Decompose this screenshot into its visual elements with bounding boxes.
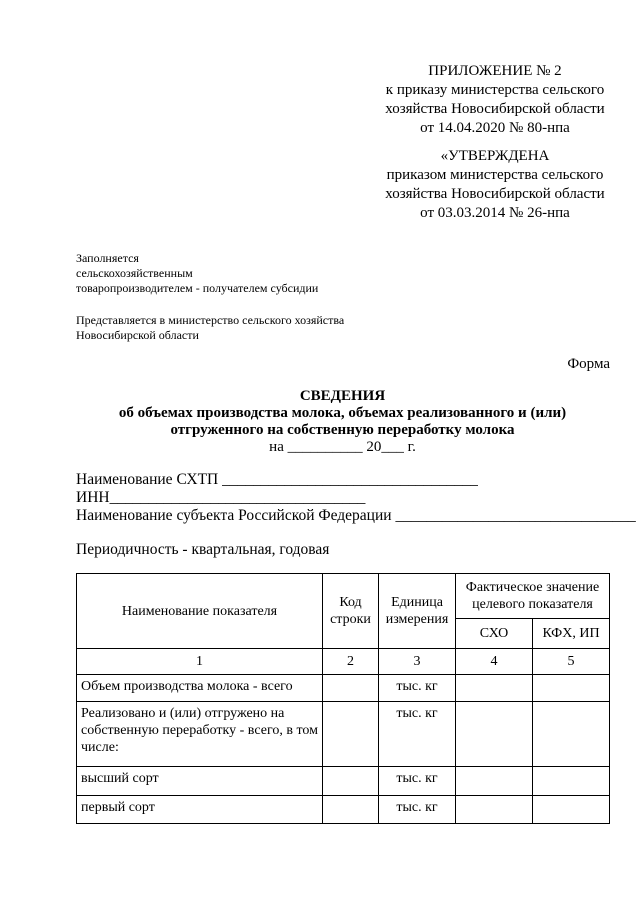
- form-label: Форма: [567, 356, 610, 372]
- row-code-cell[interactable]: [323, 796, 379, 824]
- row-indicator: Реализовано и (или) отгружено на собственную переработку - всего, в том числе:: [77, 702, 323, 767]
- column-number: 5: [533, 649, 610, 675]
- row-code-cell[interactable]: [323, 702, 379, 767]
- header-actual: Фактическое значение целевого показателя: [456, 574, 610, 619]
- field-org-name[interactable]: Наименование СХТП _________________________________: [76, 471, 478, 488]
- row-kfh-cell[interactable]: [533, 675, 610, 702]
- row-indicator: высший сорт: [77, 767, 323, 796]
- table-row: [77, 675, 610, 702]
- row-indicator: первый сорт: [77, 796, 323, 824]
- appendix-header: [370, 62, 620, 138]
- header-kfh: КФХ, ИП: [533, 619, 610, 649]
- table-row: [77, 767, 610, 796]
- approval-line: хозяйства Новосибирской области: [385, 186, 605, 202]
- header-unit: Единица измерения: [379, 574, 456, 649]
- note-line: сельскохозяйственным: [76, 266, 193, 280]
- row-unit: тыс. кг: [379, 767, 456, 796]
- column-number: 2: [323, 649, 379, 675]
- approval-date: от 03.03.2014 № 26-нпа: [420, 205, 570, 221]
- row-sho-cell[interactable]: [456, 675, 533, 702]
- column-number: 3: [379, 649, 456, 675]
- column-number: 4: [456, 649, 533, 675]
- approval-header: [370, 147, 620, 223]
- submit-note: [76, 313, 406, 343]
- title-heading: СВЕДЕНИЯ: [299, 388, 386, 404]
- note-line: Новосибирской области: [76, 328, 199, 342]
- title-line: отгруженного на собственную переработку молока: [170, 422, 515, 438]
- note-line: Представляется в министерство сельского хозяйства: [76, 313, 345, 327]
- table-number-row: [77, 649, 610, 675]
- approval-title: «УТВЕРЖДЕНА: [440, 148, 550, 164]
- approval-line: приказом министерства сельского: [386, 167, 604, 183]
- row-indicator: Объем производства молока - всего: [77, 675, 323, 702]
- row-kfh-cell[interactable]: [533, 702, 610, 767]
- header-sho: СХО: [456, 619, 533, 649]
- field-region[interactable]: Наименование субъекта Российской Федерации _______________________________: [76, 507, 636, 524]
- document-title: [60, 388, 625, 456]
- note-line: Заполняется: [76, 251, 139, 265]
- row-code-cell[interactable]: [323, 675, 379, 702]
- row-sho-cell[interactable]: [456, 796, 533, 824]
- appendix-line: хозяйства Новосибирской области: [385, 101, 605, 117]
- column-number: 1: [77, 649, 323, 675]
- header-code: Код строки: [323, 574, 379, 649]
- note-line: товаропроизводителем - получателем субсидии: [76, 281, 319, 295]
- row-sho-cell[interactable]: [456, 767, 533, 796]
- header-indicator: Наименование показателя: [77, 574, 323, 649]
- table-header-row: [77, 574, 610, 619]
- periodicity: Периодичность - квартальная, годовая: [76, 541, 330, 558]
- title-date-line: на __________ 20___ г.: [269, 439, 416, 455]
- field-inn[interactable]: ИНН_________________________________: [76, 489, 366, 506]
- row-unit: тыс. кг: [379, 675, 456, 702]
- row-kfh-cell[interactable]: [533, 796, 610, 824]
- row-kfh-cell[interactable]: [533, 767, 610, 796]
- row-unit: тыс. кг: [379, 796, 456, 824]
- report-table: [76, 573, 610, 824]
- row-sho-cell[interactable]: [456, 702, 533, 767]
- table-row: [77, 702, 610, 767]
- filler-note: [76, 251, 396, 296]
- title-line: об объемах производства молока, объемах реализованного и (или): [118, 405, 567, 421]
- row-unit: тыс. кг: [379, 702, 456, 767]
- appendix-line: к приказу министерства сельского: [385, 82, 605, 98]
- appendix-title: ПРИЛОЖЕНИЕ № 2: [428, 63, 562, 79]
- appendix-date: от 14.04.2020 № 80-нпа: [420, 120, 570, 136]
- table-row: [77, 796, 610, 824]
- row-code-cell[interactable]: [323, 767, 379, 796]
